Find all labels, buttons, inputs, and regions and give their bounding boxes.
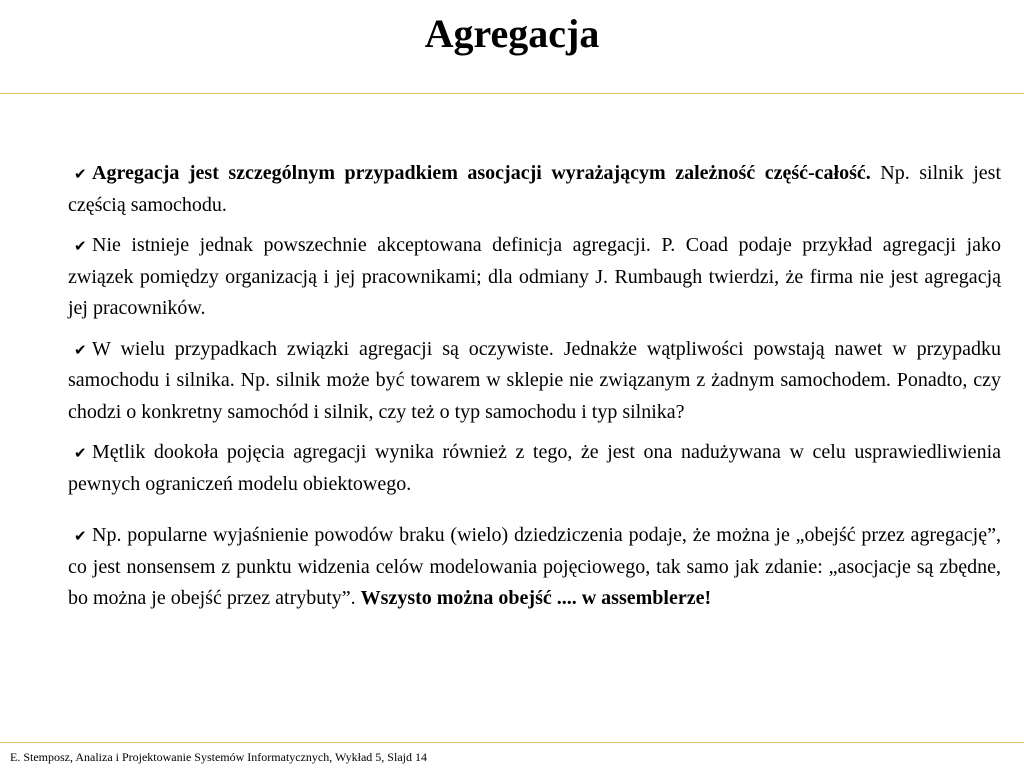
checkmark-icon: ✔ <box>74 237 87 255</box>
bullet-text: Nie istnieje jednak powszechnie akceptowana definicja agregacji. P. Coad podaje przykład agregacji jako związek pomiędzy organizacją i jej pracownikami; dla odmiany J. Rumbaugh twierdzi, że firma nie jest agregacją jej pracowników. <box>68 234 1001 319</box>
checkmark-icon: ✔ <box>74 527 87 545</box>
bullet-text: W wielu przypadkach związki agregacji są oczywiste. Jednakże wątpliwości powstają nawet w przypadku samochodu i silnika. Np. silnik może być towarem w sklepie nie związanym z żadnym samochodem. Ponadto, czy chodzi o konkretny samochód i silnik, czy też o typ samochodu i typ silnika? <box>68 337 1001 423</box>
bullet-item-4 <box>68 437 1001 500</box>
bullet-text: Np. silnik jest częścią samochodu. <box>68 162 1002 216</box>
bullet-text: Mętlik dookoła pojęcia agregacji wynika również z tego, że jest ona nadużywana w celu usprawiedliwienia pewnych ograniczeń modelu obiektowego. <box>68 441 1001 495</box>
bullet-bold-text: Agregacja jest szczególnym przypadkiem asocjacji wyrażającym zależność część-całość. <box>92 162 871 184</box>
checkmark-icon: ✔ <box>74 444 87 462</box>
checkmark-icon: ✔ <box>74 340 87 359</box>
bullet-item-1 <box>68 158 1001 221</box>
bullet-item-2 <box>68 230 1001 325</box>
footer-divider <box>0 742 1024 743</box>
bullet-item-5 <box>68 520 1001 615</box>
slide-title: Agregacja <box>424 11 600 56</box>
bullet-list <box>68 158 1001 624</box>
title-divider <box>0 93 1024 94</box>
checkmark-icon: ✔ <box>74 165 87 183</box>
slide-footer: E. Stemposz, Analiza i Projektowanie Systemów Informatycznych, Wykład 5, Slajd 14 <box>10 750 427 764</box>
bullet-item-3 <box>68 334 1001 429</box>
bullet-bold-text: Wszysto można obejść .... w assemblerze! <box>360 587 712 609</box>
bullet-text: Np. popularne wyjaśnienie powodów braku (wielo) dziedziczenia podaje, że można je „obejść przez agregację”, co jest nonsensem z punktu widzenia celów modelowania pojęciowego, tak samo jak zdanie: „asocjacje są zbędne, bo można je obejść przez atrybuty”. <box>68 524 1001 609</box>
